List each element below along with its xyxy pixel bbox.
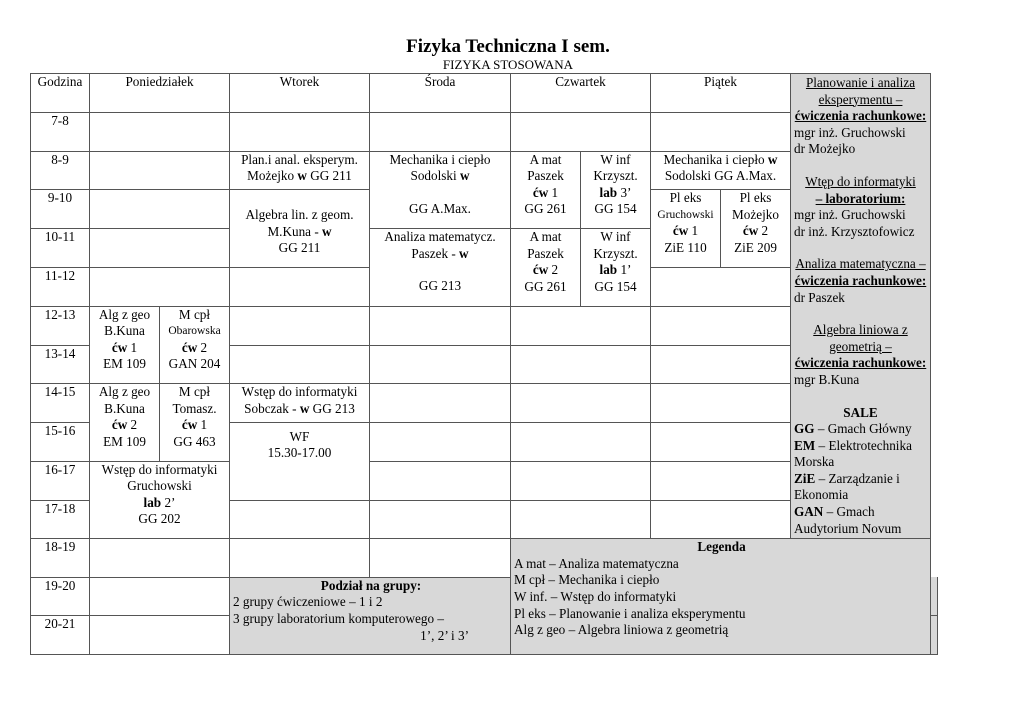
side-anal-title: Analiza matematyczna –	[795, 256, 926, 272]
side-inf-person-1: mgr inż. Gruchowski	[794, 207, 906, 223]
hour-cell: 7-8	[31, 113, 90, 152]
mon-mcpl-group-1: M cpł Tomasz. ćw 1 GG 463	[160, 384, 230, 462]
thu-amat-group-2: A mat Paszek ćw 2 GG 261	[511, 229, 581, 306]
header-tuesday: Wtorek	[230, 74, 370, 113]
mon-mcpl-group-2: M cpł Obarowska ćw 2 GAN 204	[160, 306, 230, 383]
page-title: Fizyka Techniczna I sem.	[406, 36, 610, 57]
hour-cell: 8-9	[31, 151, 90, 190]
side-sale-item: GAN – Gmach Audytorium Novum	[794, 504, 902, 536]
groups-line: 1’, 2’ i 3’	[420, 627, 469, 643]
side-inf-title: Wtęp do informatyki	[805, 173, 916, 189]
legend-line: W inf. – Wstęp do informatyki	[514, 589, 677, 605]
side-plan-person-1: mgr inż. Gruchowski	[794, 124, 906, 140]
groups-box	[230, 577, 511, 654]
hour-cell: 19-20	[31, 577, 90, 616]
fri-pl-group-1: Pl eks Gruchowski ćw 1 ZiE 110	[651, 190, 721, 268]
thu-winf-lab-1: W inf Krzyszt. lab 1’ GG 154	[581, 229, 651, 306]
side-sale-title: SALE	[843, 404, 878, 420]
mon-alg-group-2: Alg z geo B.Kuna ćw 2 EM 109	[90, 384, 160, 462]
hour-cell: 18-19	[31, 539, 90, 578]
page-subtitle: FIZYKA STOSOWANA	[442, 57, 574, 72]
side-inf-person-2: dr inż. Krzysztofowicz	[794, 223, 915, 239]
hour-cell: 13-14	[31, 345, 90, 384]
groups-line: 3 grupy laboratorium komputerowego –	[233, 611, 444, 627]
tue-wstep-lecture: Wstęp do informatyki Sobczak - w GG 213	[230, 384, 370, 423]
tue-plan-lecture: Plan.i anal. eksperym. Możejko w GG 211	[230, 151, 370, 190]
side-alg-person: mgr B.Kuna	[794, 371, 860, 387]
legend-title: Legenda	[697, 539, 746, 555]
side-sale-item: GG – Gmach Główny	[794, 421, 912, 437]
side-plan-person-2: dr Możejko	[794, 141, 856, 157]
tue-algebra-lecture: Algebra lin. z geom. M.Kuna - w GG 211	[230, 190, 370, 268]
wed-mech-lecture: Mechanika i ciepło Sodolski w GG A.Max.	[370, 151, 511, 229]
sidebar-continuation	[931, 616, 938, 655]
hour-cell: 17-18	[31, 500, 90, 539]
hour-cell: 20-21	[31, 616, 90, 655]
hour-cell: 11-12	[31, 268, 90, 307]
hour-cell: 10-11	[31, 229, 90, 268]
side-anal-type: ćwiczenia rachunkowe:	[794, 272, 927, 288]
info-sidebar	[791, 74, 931, 539]
header-friday: Piątek	[651, 74, 791, 113]
legend-line: M cpł – Mechanika i ciepło	[514, 572, 660, 588]
hour-cell: 12-13	[31, 306, 90, 345]
tue-wf: WF 15.30-17.00	[230, 422, 370, 500]
side-anal-person: dr Paszek	[794, 289, 845, 305]
header-monday: Poniedziałek	[90, 74, 230, 113]
hour-cell: 9-10	[31, 190, 90, 229]
side-plan-title: Planowanie i analiza eksperymentu –	[805, 75, 916, 107]
wed-analiza-lecture: Analiza matematycz. Paszek - w GG 213	[370, 229, 511, 306]
groups-title: Podział na grupy:	[320, 577, 422, 593]
side-sale-item: EM – Elektrotechnika Morska	[794, 437, 912, 470]
header-hour: Godzina	[31, 74, 90, 113]
sidebar-continuation	[931, 577, 938, 616]
thu-amat-group-1: A mat Paszek ćw 1 GG 261	[511, 151, 581, 229]
fri-mech-lecture: Mechanika i ciepło w Sodolski GG A.Max.	[651, 151, 791, 190]
hour-cell: 16-17	[31, 461, 90, 500]
side-inf-type: – laboratorium:	[815, 190, 906, 206]
legend-box	[511, 539, 931, 655]
mon-alg-group-1: Alg z geo B.Kuna ćw 1 EM 109	[90, 306, 160, 383]
side-sale-item: ZiE – Zarządzanie i Ekonomia	[794, 470, 900, 503]
header-thursday: Czwartek	[511, 74, 651, 113]
legend-line: Alg z geo – Algebra liniowa z geometrią	[514, 622, 729, 638]
mon-wstep-lab-2: Wstęp do informatyki Gruchowski lab 2’ GG 202	[90, 461, 230, 539]
thu-winf-lab-3: W inf Krzyszt. lab 3’ GG 154	[581, 151, 651, 229]
fri-pl-group-2: Pl eks Możejko ćw 2 ZiE 209	[721, 190, 791, 268]
hour-cell: 14-15	[31, 384, 90, 423]
hour-cell: 15-16	[31, 422, 90, 461]
legend-line: A mat – Analiza matematyczna	[514, 555, 679, 571]
side-alg-type: ćwiczenia rachunkowe:	[794, 355, 927, 371]
side-plan-type: ćwiczenia rachunkowe:	[794, 108, 927, 124]
side-alg-title: Algebra liniowa z geometrią –	[813, 322, 908, 354]
timetable	[30, 73, 938, 655]
legend-line: Pl eks – Planowanie i analiza eksperymentu	[514, 605, 746, 621]
groups-line: 2 grupy ćwiczeniowe – 1 i 2	[233, 594, 383, 610]
header-wednesday: Środa	[370, 74, 511, 113]
